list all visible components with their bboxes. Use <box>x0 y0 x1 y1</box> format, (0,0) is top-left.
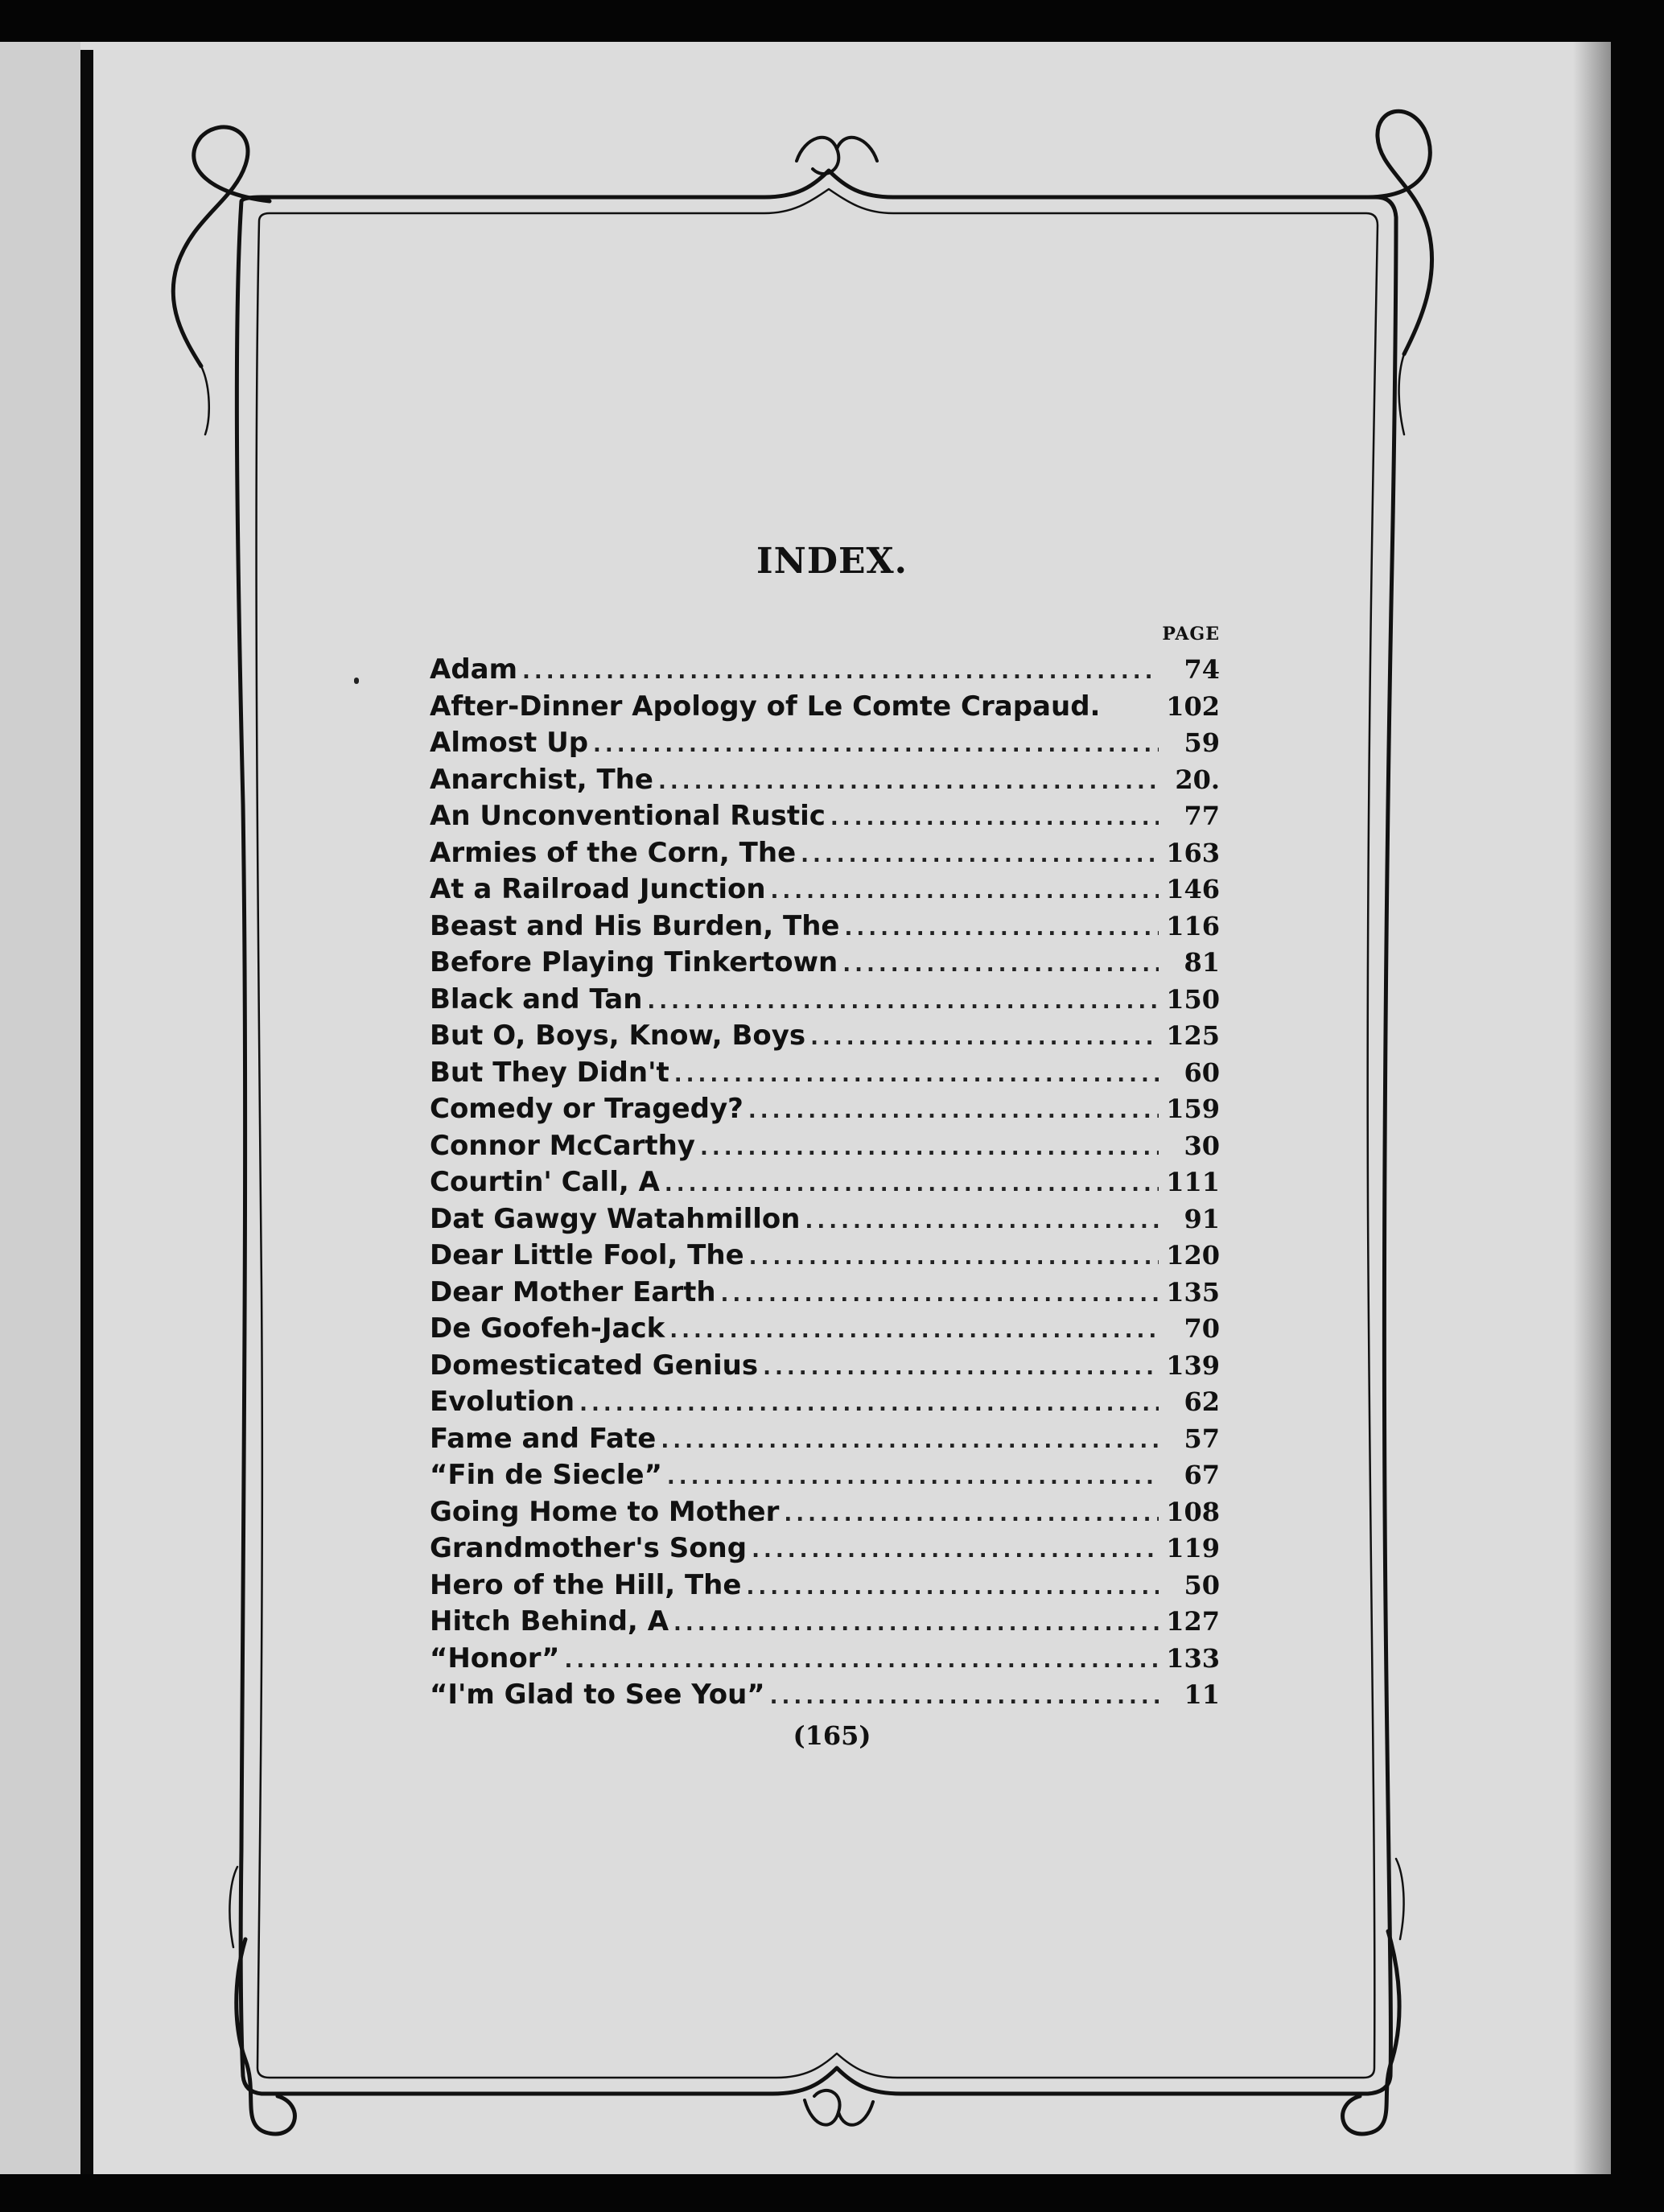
index-entry <box>430 1569 1220 1606</box>
dot-leader <box>522 660 1159 684</box>
index-entry <box>430 1203 1220 1240</box>
index-entries <box>430 653 1220 1716</box>
index-entry <box>430 1679 1220 1716</box>
entry-title: Armies of the Corn, The <box>430 836 797 869</box>
dot-leader <box>721 1283 1159 1307</box>
entry-title: After-Dinner Apology of Le Comte Crapaud. <box>430 690 1101 723</box>
entry-title: Evolution <box>430 1386 575 1418</box>
entry-page: 111 <box>1166 1167 1220 1197</box>
entry-page: 11 <box>1184 1679 1220 1710</box>
index-entry <box>430 690 1220 727</box>
index-entry <box>430 1386 1220 1423</box>
index-entry <box>430 1239 1220 1276</box>
entry-title: Going Home to Mother <box>430 1495 780 1528</box>
entry-title: Domesticated Genius <box>430 1349 759 1382</box>
entry-title: Before Playing Tinkertown <box>430 946 838 978</box>
dot-leader <box>665 1172 1159 1197</box>
dot-leader <box>844 917 1159 941</box>
entry-title: Connor McCarthy <box>430 1129 695 1162</box>
ink-speck <box>354 678 359 684</box>
entry-title: Anarchist, The <box>430 763 653 796</box>
entry-page: 116 <box>1166 910 1220 941</box>
entry-title: “Honor” <box>430 1641 560 1674</box>
entry-title: Dear Mother Earth <box>430 1275 716 1308</box>
page-number: (165) <box>793 1720 871 1751</box>
entry-page: 67 <box>1184 1460 1220 1490</box>
dot-leader <box>579 1392 1159 1416</box>
index-entry <box>430 1057 1220 1094</box>
entry-page: 30 <box>1184 1130 1220 1161</box>
entry-title: Hitch Behind, A <box>430 1605 669 1637</box>
entry-page: 119 <box>1166 1533 1220 1563</box>
index-entry <box>430 1459 1220 1496</box>
index-entry <box>430 1312 1220 1349</box>
entry-page: 62 <box>1184 1386 1220 1417</box>
dot-leader <box>647 990 1159 1014</box>
dot-leader <box>748 1099 1159 1123</box>
page-column-header: PAGE <box>1162 624 1220 645</box>
dot-leader <box>810 1026 1159 1050</box>
entry-title: Black and Tan <box>430 982 643 1015</box>
entry-page: 60 <box>1184 1057 1220 1088</box>
index-entry <box>430 1605 1220 1642</box>
entry-title: Hero of the Hill, The <box>430 1568 742 1601</box>
index-entry <box>430 1642 1220 1679</box>
entry-page: 50 <box>1184 1569 1220 1600</box>
index-entry <box>430 653 1220 690</box>
index-entry <box>430 873 1220 910</box>
dot-leader <box>658 770 1159 794</box>
entry-page: 163 <box>1166 837 1220 868</box>
index-entry <box>430 1276 1220 1313</box>
index-entry <box>430 1423 1220 1460</box>
entry-page: 91 <box>1184 1203 1220 1234</box>
index-entry <box>430 946 1220 983</box>
dot-leader <box>805 1209 1159 1234</box>
entry-page: 139 <box>1166 1349 1220 1381</box>
entry-title: Comedy or Tragedy? <box>430 1093 743 1125</box>
dot-leader <box>801 843 1159 867</box>
entry-title: Adam <box>430 653 518 686</box>
dot-leader <box>661 1429 1159 1453</box>
entry-page: 120 <box>1166 1240 1220 1271</box>
entry-title: Fame and Fate <box>430 1422 657 1455</box>
dot-leader <box>770 1685 1159 1709</box>
index-entry <box>430 1130 1220 1167</box>
entry-page: 57 <box>1184 1423 1220 1454</box>
index-entry <box>430 1349 1220 1386</box>
index-entry <box>430 800 1220 837</box>
dot-leader <box>749 1246 1159 1270</box>
entry-title: De Goofeh-Jack <box>430 1312 665 1345</box>
index-entry <box>430 910 1220 947</box>
entry-page: 102 <box>1166 690 1220 722</box>
entry-page: 159 <box>1166 1094 1220 1124</box>
dot-leader <box>746 1576 1159 1600</box>
entry-title: Dear Little Fool, The <box>430 1239 744 1271</box>
index-entry <box>430 1166 1220 1203</box>
index-entry <box>430 1532 1220 1569</box>
dot-leader <box>752 1539 1159 1563</box>
index-entry <box>430 983 1220 1020</box>
entry-page: 133 <box>1166 1642 1220 1674</box>
dot-leader <box>700 1136 1159 1160</box>
index-entry <box>430 1496 1220 1533</box>
entry-page: 135 <box>1166 1276 1220 1308</box>
dot-leader <box>830 806 1159 830</box>
index-entry <box>430 1019 1220 1057</box>
entry-page: 77 <box>1184 801 1220 831</box>
entry-title: At a Railroad Junction <box>430 873 766 905</box>
dot-leader <box>771 879 1159 904</box>
entry-title: “Fin de Siecle” <box>430 1459 662 1491</box>
index-title: INDEX. <box>756 541 908 582</box>
dot-leader <box>784 1502 1159 1526</box>
entry-title: “I'm Glad to See You” <box>430 1679 765 1711</box>
dot-leader <box>667 1465 1159 1489</box>
dot-leader <box>763 1356 1159 1380</box>
index-entry <box>430 764 1220 801</box>
entry-title: Almost Up <box>430 727 589 759</box>
entry-page: 70 <box>1184 1313 1220 1344</box>
entry-page: 108 <box>1166 1496 1220 1527</box>
dot-leader <box>674 1063 1159 1087</box>
entry-title: Courtin' Call, A <box>430 1166 660 1198</box>
index-entry <box>430 837 1220 874</box>
entry-page: 59 <box>1184 727 1220 758</box>
index-entry <box>430 727 1220 764</box>
dot-leader <box>593 733 1159 757</box>
entry-page: 125 <box>1166 1020 1220 1051</box>
entry-title: An Unconventional Rustic <box>430 800 826 832</box>
index-entry <box>430 1093 1220 1130</box>
entry-title: But They Didn't <box>430 1056 669 1089</box>
entry-title: Dat Gawgy Watahmillon <box>430 1202 801 1235</box>
dot-leader <box>564 1649 1159 1673</box>
entry-title: Grandmother's Song <box>430 1532 748 1564</box>
dot-leader <box>669 1319 1159 1343</box>
entry-page: 150 <box>1166 983 1220 1015</box>
entry-page: 146 <box>1166 874 1220 904</box>
entry-page: 74 <box>1184 654 1220 685</box>
entry-title: Beast and His Burden, The <box>430 909 840 942</box>
entry-title: But O, Boys, Know, Boys <box>430 1019 806 1052</box>
entry-page: 127 <box>1166 1606 1220 1637</box>
entry-page: 20. <box>1175 764 1220 795</box>
dot-leader <box>842 953 1159 977</box>
dot-leader <box>673 1612 1159 1636</box>
entry-page: 81 <box>1184 947 1220 978</box>
